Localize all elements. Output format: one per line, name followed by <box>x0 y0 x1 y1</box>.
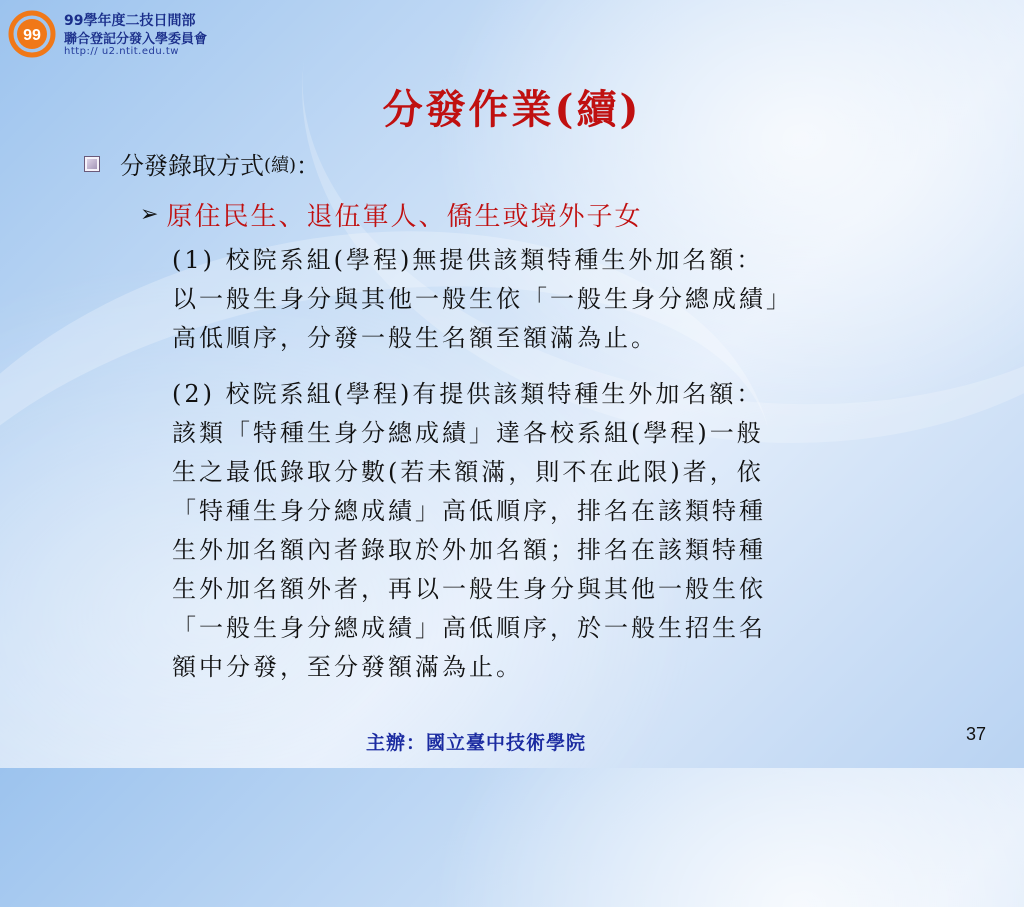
committee-logo <box>8 8 223 62</box>
bullet-level-1-paren: (續) <box>264 154 297 176</box>
paragraph-line: 額中分發，至分發額滿為止。 <box>172 653 523 681</box>
paragraph-line: 該類「特種生身分總成績」達各校系組(學程)一般 <box>172 419 764 447</box>
paragraph-line: 生外加名額外者，再以一般生身分與其他一般生依 <box>172 575 766 603</box>
paragraph-line: 高低順序，分發一般生名額至額滿為止。 <box>172 324 658 352</box>
paragraph-line: (1) 校院系組(學程)無提供該類特種生外加名額： <box>172 246 764 274</box>
bullet-level-1 <box>84 146 320 181</box>
arrow-bullet-icon: ➢ <box>140 202 161 227</box>
logo-url: http:// u2.ntit.edu.tw <box>64 46 179 57</box>
footer-organizer: 主辦：國立臺中技術學院 <box>366 732 587 754</box>
item-1-paragraph <box>172 241 962 358</box>
paragraph-line: 以一般生身分與其他一般生依「一般生身分總成績」 <box>172 285 793 313</box>
bullet-level-2 <box>140 196 642 233</box>
paragraph-line: 「一般生身分總成績」高低順序，於一般生招生名 <box>172 614 766 642</box>
logo-line-2: 聯合登記分發入學委員會 <box>64 32 208 47</box>
slide-title: 分發作業(續) <box>382 86 642 133</box>
paragraph-line: 生之最低錄取分數(若未額滿，則不在此限)者，依 <box>172 458 764 486</box>
bullet-level-1-colon: ： <box>296 152 321 180</box>
square-bullet-icon <box>84 156 100 172</box>
logo-line-1: 99學年度二技日間部 <box>64 13 196 29</box>
paragraph-line: 生外加名額內者錄取於外加名額；排名在該類特種 <box>172 536 766 564</box>
logo-mark-icon <box>8 10 56 58</box>
page-number: 37 <box>965 724 986 744</box>
logo-mark-text: 99 <box>23 27 41 44</box>
bullet-level-2-text: 原住民生、退伍軍人、僑生或境外子女 <box>166 202 643 232</box>
item-2-paragraph <box>172 375 962 687</box>
paragraph-line: (2) 校院系組(學程)有提供該類特種生外加名額： <box>172 380 764 408</box>
bullet-level-1-text: 分發錄取方式 <box>120 152 264 180</box>
paragraph-line: 「特種生身分總成績」高低順序，排名在該類特種 <box>172 497 766 525</box>
